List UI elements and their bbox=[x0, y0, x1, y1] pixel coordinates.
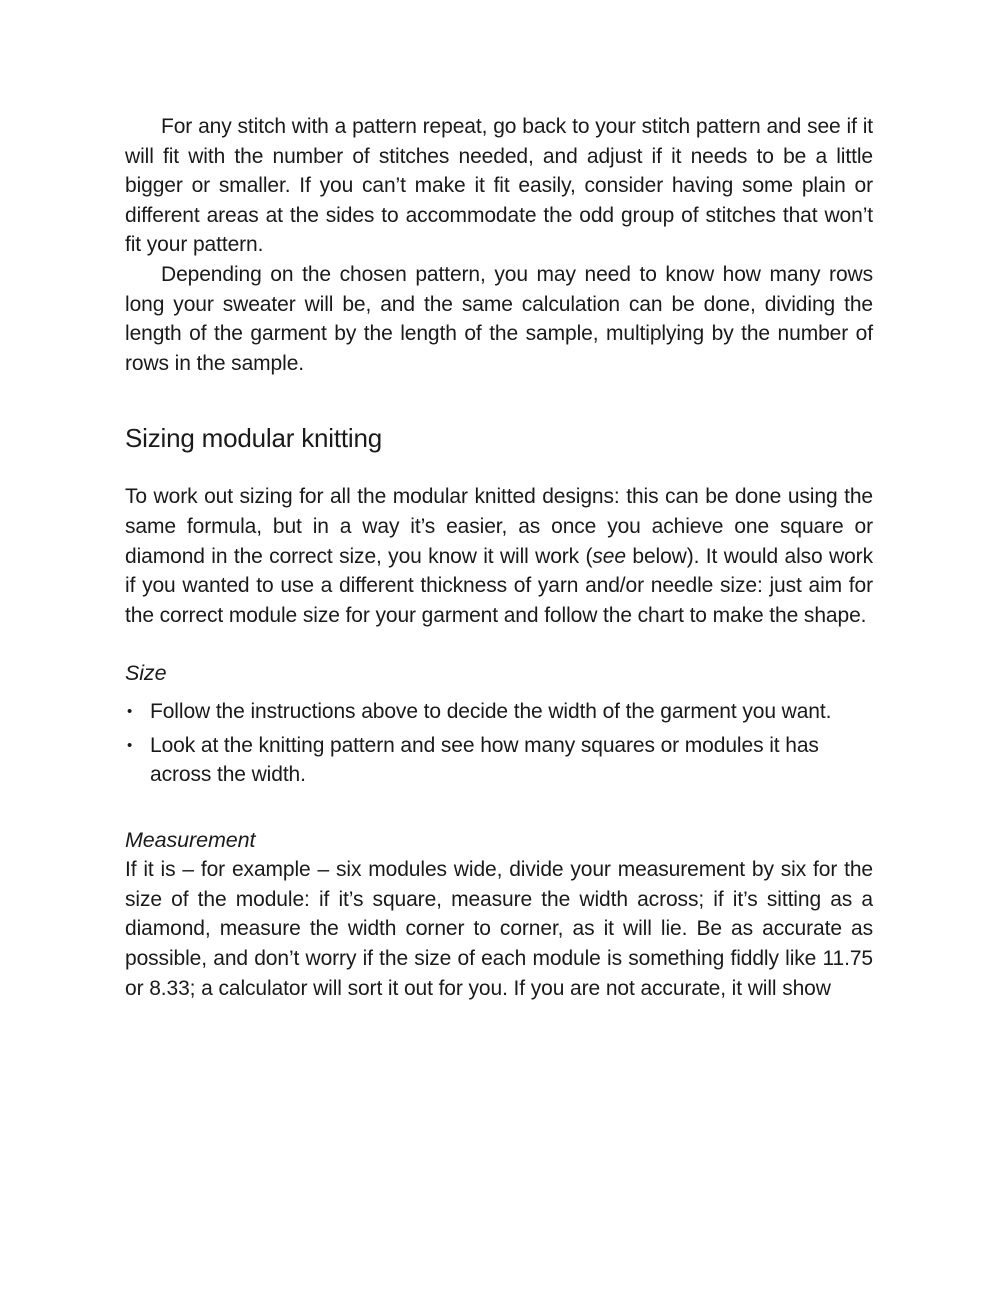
bullet-marker: • bbox=[127, 736, 133, 754]
paragraph-pattern-repeat: For any stitch with a pattern repeat, go back to your stitch pattern and see if it will fit with the number of stitches needed, and adjust if it needs to be a little bigger or smaller. If you can’t make it fit easily, consider having some plain or different areas at the sides to accommodate the odd group of stitches that won’t fit your pattern. bbox=[125, 115, 873, 257]
paragraph-rows-calculation: Depending on the chosen pattern, you may need to know how many rows long your sweater will be, and the same calculation can be done, dividing the length of the garment by the length of the sample, multiplying by the number of rows in the sample. bbox=[125, 262, 873, 375]
bullet-marker: • bbox=[127, 702, 133, 720]
sizing-paragraph-italic-word: see bbox=[592, 544, 626, 568]
list-item bbox=[125, 731, 873, 790]
sizing-paragraph-text-before: To work out sizing for all the modular knitted designs: this can be done using the same formula, but in a way it’s easier, as once you achieve one square or diamond in the correct size, you know it will work ( bbox=[125, 485, 873, 568]
paragraph-measurement: If it is – for example – six modules wide, divide your measurement by six for the size of the module: if it’s square, measure the width across; if it’s sitting as a diamond, measure the width corner to corner, as it will lie. Be as accurate as possible, and don’t worry if the size of each module is something fiddly like 11.75 or 8.33; a calculator will sort it out for you. If you are not accurate, it will show bbox=[125, 858, 873, 1000]
list-item bbox=[125, 697, 873, 727]
paragraph-sizing-modular bbox=[125, 482, 873, 630]
subheading-size: Size bbox=[125, 661, 167, 686]
size-bullet-list bbox=[125, 697, 873, 790]
section-heading-sizing-modular-knitting: Sizing modular knitting bbox=[125, 423, 382, 454]
bullet-text: Look at the knitting pattern and see how many squares or modules it has across the width. bbox=[150, 733, 819, 787]
sizing-paragraph-text-after: below). It would also work if you wanted to use a different thickness of yarn and/or needle size: just aim for the correct module size for your garment and follow the chart to make the shape. bbox=[125, 544, 873, 627]
subheading-measurement: Measurement bbox=[125, 827, 256, 852]
bullet-text: Follow the instructions above to decide the width of the garment you want. bbox=[150, 699, 832, 723]
